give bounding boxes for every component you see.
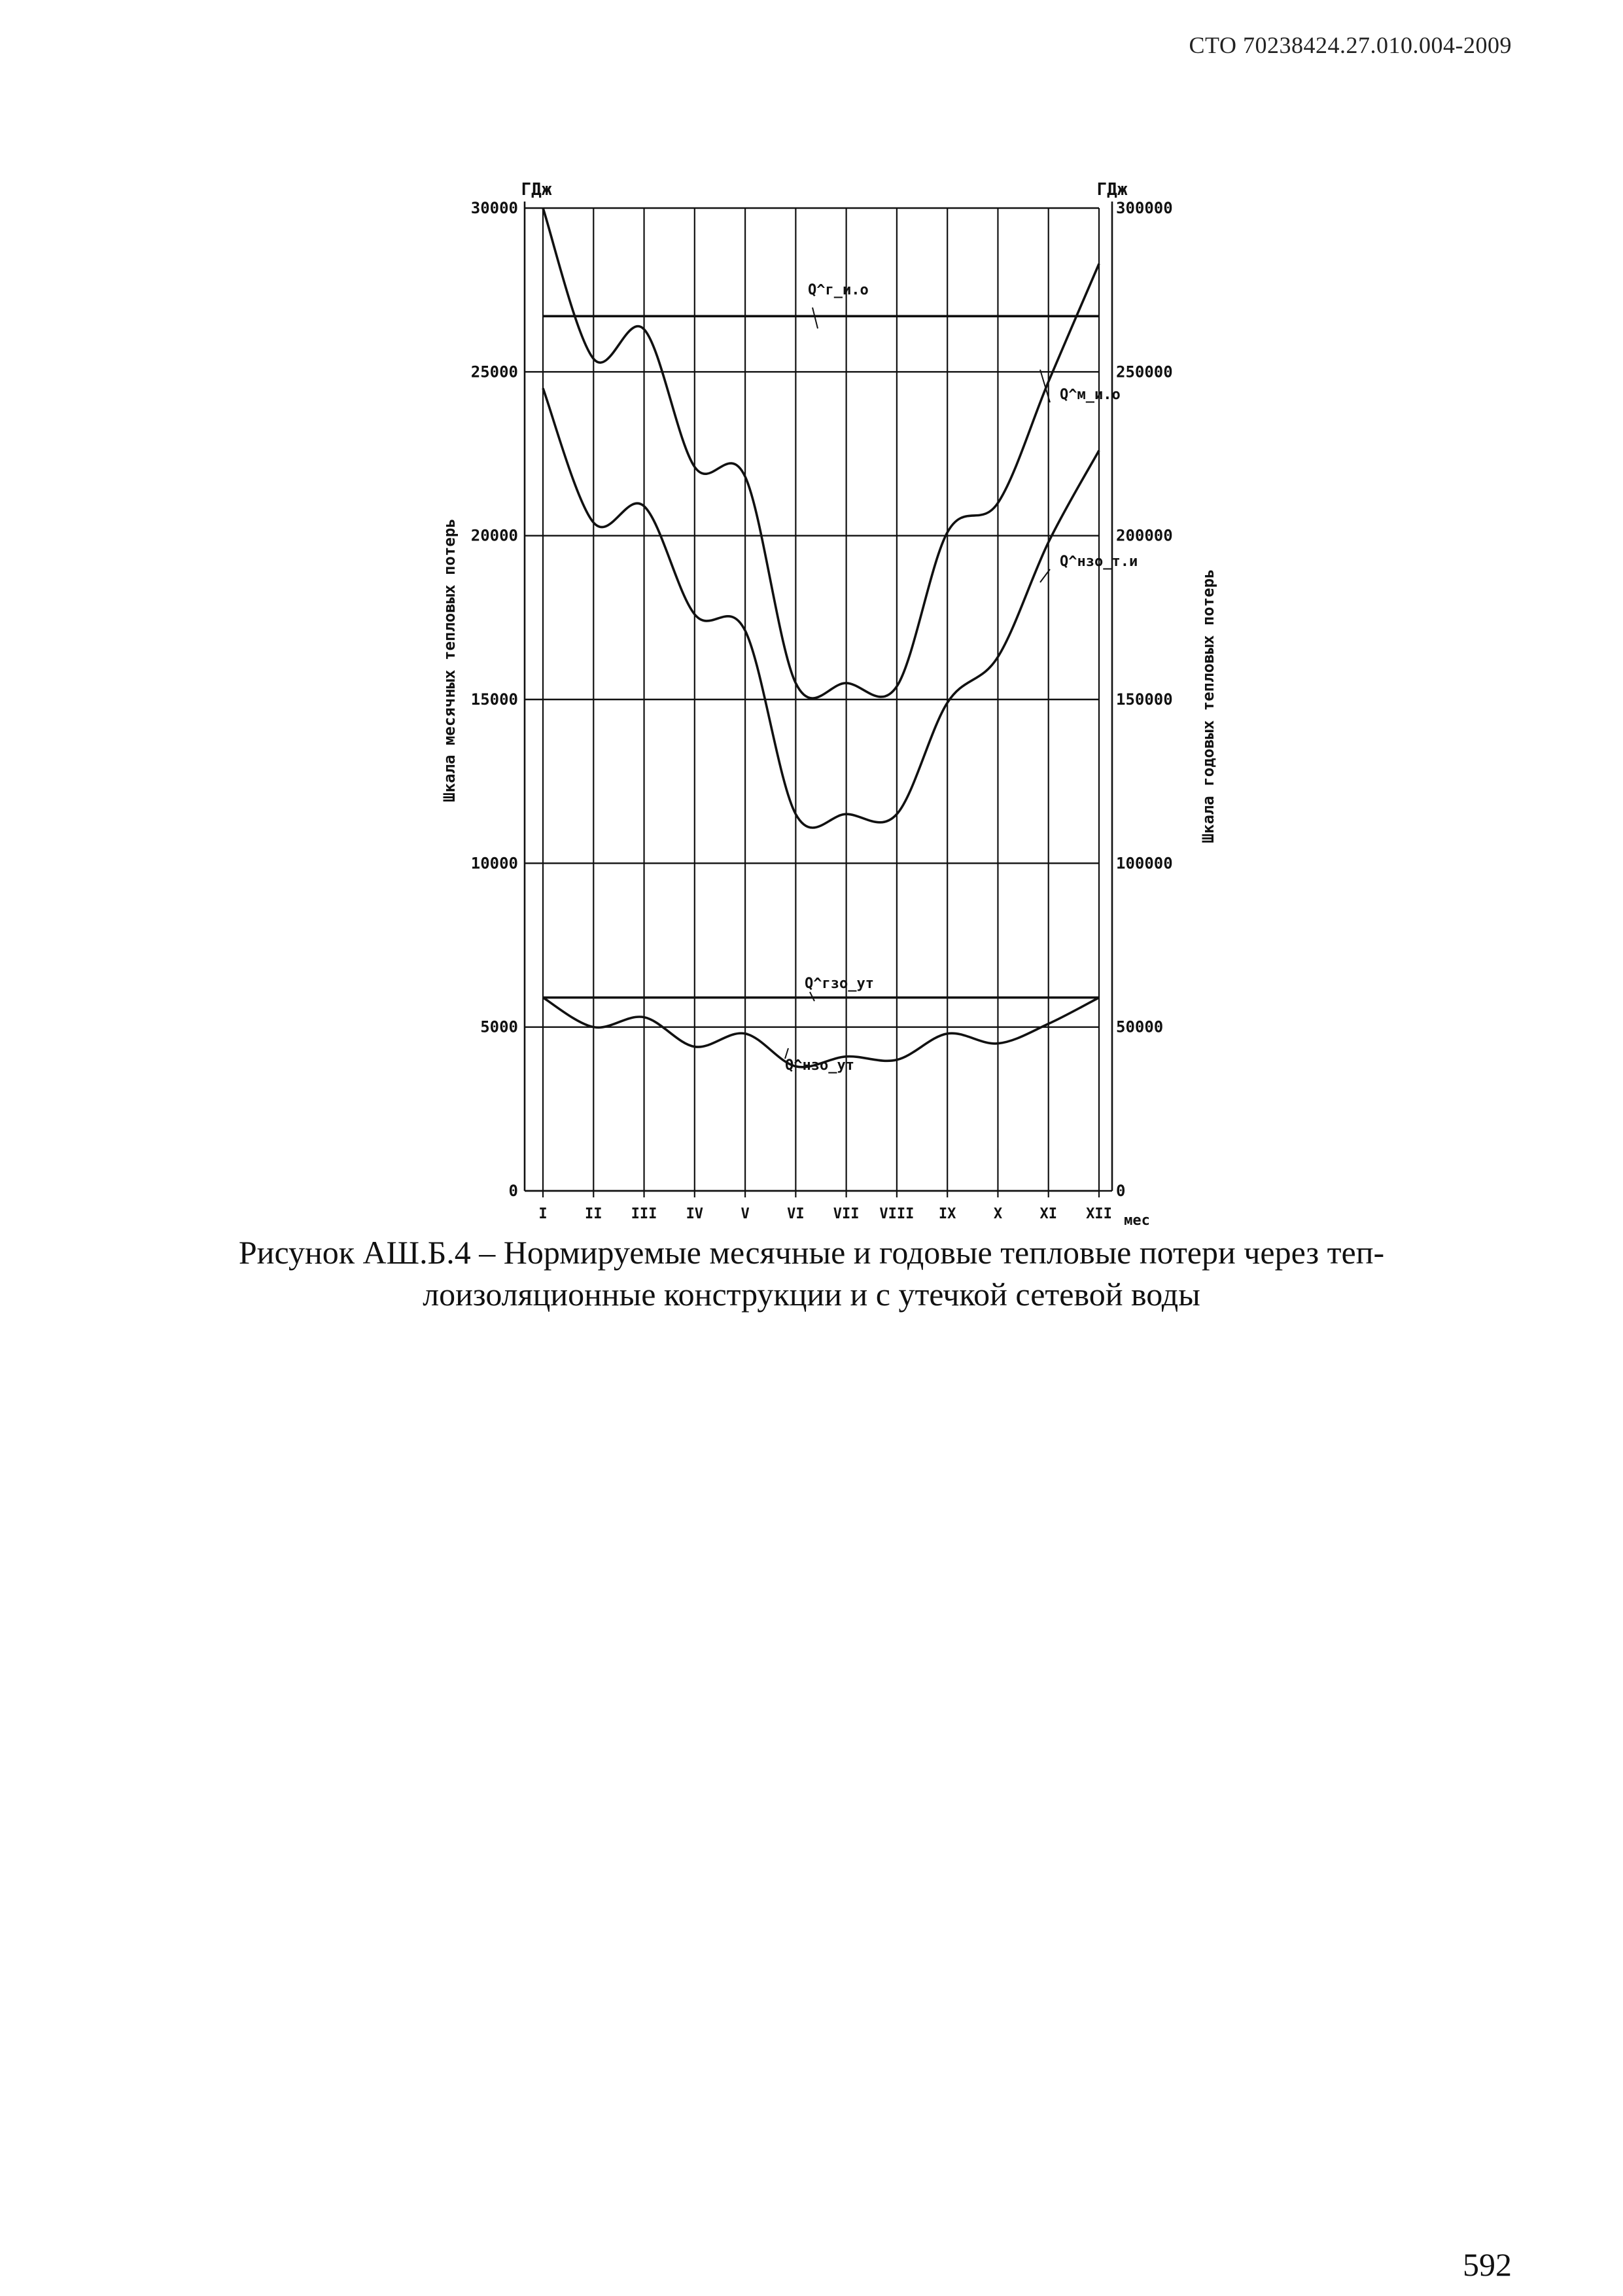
- x-tick-label: VIII: [879, 1206, 915, 1222]
- x-tick-label: X: [993, 1206, 1003, 1222]
- figure-caption: [131, 1231, 1492, 1315]
- x-tick-label: III: [631, 1206, 657, 1222]
- y-right-unit: ГДж: [1096, 180, 1128, 200]
- page-number: 592: [1463, 2246, 1512, 2283]
- x-tick-label: V: [741, 1206, 750, 1222]
- y-right-tick-label: 150000: [1116, 690, 1173, 709]
- y-right-axis-title: Шкала годовых тепловых потерь: [1199, 569, 1217, 843]
- document-code: СТО 70238424.27.010.004-2009: [1189, 32, 1512, 58]
- y-left-tick-label: 10000: [470, 854, 518, 873]
- x-tick-label: XI: [1039, 1206, 1057, 1222]
- x-tick-label: VII: [833, 1206, 860, 1222]
- y-left-axis-title: Шкала месячных тепловых потерь: [440, 518, 459, 802]
- y-left-tick-label: 20000: [470, 526, 518, 545]
- x-tick-label: XII: [1086, 1206, 1112, 1222]
- x-tick-label: II: [585, 1206, 602, 1222]
- y-right-tick-label: 200000: [1116, 526, 1173, 545]
- y-right-tick-label: 100000: [1116, 854, 1173, 873]
- x-tick-label: I: [538, 1206, 548, 1222]
- series-annotation-label: Q^м_и.о: [1060, 387, 1121, 403]
- series-annotation-label: Q^нзо_т.и: [1060, 554, 1138, 570]
- caption-line-1: Рисунок АШ.Б.4 – Нормируемые месячные и годовые тепловые потери через теп-: [238, 1234, 1385, 1271]
- series-line-4: [543, 998, 1099, 1067]
- x-tick-label: VI: [787, 1206, 805, 1222]
- series-line-2: [543, 388, 1099, 828]
- vertical-gridlines: [543, 208, 1099, 1197]
- series-lines: [543, 208, 1099, 1067]
- heat-loss-chart: [419, 157, 1217, 1243]
- y-left-tick-label: 15000: [470, 690, 518, 709]
- y-left-tick-label: 0: [508, 1182, 518, 1200]
- y-left-tick-label: 30000: [470, 199, 518, 217]
- annotation-leader: [812, 308, 818, 328]
- y-left-unit: ГДж: [521, 180, 552, 200]
- caption-line-2: лоизоляционные конструкции и с утечкой сетевой воды: [423, 1276, 1200, 1313]
- y-right-tick-label: 0: [1116, 1182, 1126, 1200]
- series-annotations: [785, 282, 1138, 1074]
- series-annotation-label: Q^гзо_ут: [805, 976, 874, 992]
- y-left-tick-label: 25000: [470, 362, 518, 381]
- y-left-tick-label: 5000: [480, 1017, 518, 1036]
- y-right-tick-label: 250000: [1116, 362, 1173, 381]
- y-right-tick-label: 300000: [1116, 199, 1173, 217]
- x-axis-label: мес: [1124, 1212, 1150, 1229]
- series-annotation-label: Q^нзо_ут: [785, 1057, 854, 1074]
- x-tick-label: IV: [686, 1206, 704, 1222]
- y-right-tick-label: 50000: [1116, 1017, 1164, 1036]
- series-annotation-label: Q^г_и.о: [808, 282, 869, 298]
- chart-svg: [419, 157, 1217, 1243]
- x-tick-label: IX: [938, 1206, 956, 1222]
